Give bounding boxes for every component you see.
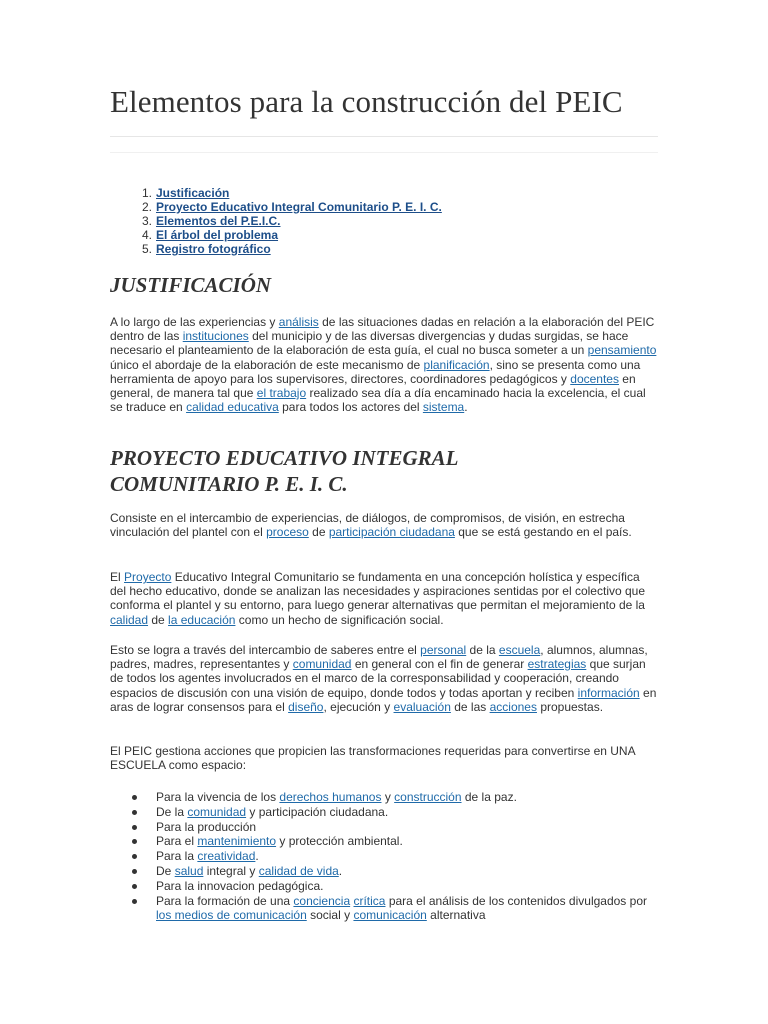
link[interactable]: evaluación xyxy=(393,699,451,714)
text: El PEIC gestiona acciones que propicien las transformaciones requeridas para convertirse en UNA ESCUELA como espacio: xyxy=(110,744,635,773)
text: para todos los actores del xyxy=(278,400,423,415)
bullet-icon xyxy=(132,795,137,800)
text: Educativo Integral Comunitario se fundamenta en una concepción holística y específica del hecho educativo, donde se analizan las necesidades y aspiraciones sentidas por el colectivo que conforma el plantel y su entorno, para luego generar alternativas que permitan el mejoramiento de la xyxy=(110,570,646,613)
link[interactable]: calidad xyxy=(110,612,149,627)
link[interactable]: calidad educativa xyxy=(186,400,279,415)
divider xyxy=(110,152,658,153)
bullet-icon xyxy=(132,899,137,904)
text: Para la innovacion pedagógica. xyxy=(156,878,324,893)
toc-item xyxy=(110,186,442,200)
text: , sino se presenta como una herramienta de apoyo para los supervisores, directores, coordinadores pedagógicos y xyxy=(110,357,641,386)
text: . xyxy=(464,400,468,415)
paragraph xyxy=(110,744,658,772)
link[interactable]: el trabajo xyxy=(256,386,307,401)
list-item xyxy=(110,894,658,924)
text: Para el xyxy=(156,834,198,849)
link[interactable]: comunicación xyxy=(353,908,427,923)
link[interactable]: instituciones xyxy=(182,329,249,344)
text: alternativa xyxy=(426,908,486,923)
link[interactable]: conciencia xyxy=(293,893,351,908)
text: propuestas. xyxy=(536,699,604,714)
text: en general con el fin de generar xyxy=(351,657,528,672)
section-heading-justificacion: JUSTIFICACIÓN xyxy=(110,273,272,297)
link[interactable]: acciones xyxy=(489,699,537,714)
toc-link-justificacion[interactable]: Justificación xyxy=(156,186,230,200)
link[interactable]: pensamiento xyxy=(587,343,657,358)
bullet-icon xyxy=(132,854,137,859)
heading-line: COMUNITARIO P. E. I. C. xyxy=(110,472,348,496)
link[interactable]: derechos humanos xyxy=(279,790,382,804)
page-title: Elementos para la construcción del PEIC xyxy=(110,84,623,119)
link[interactable]: participación ciudadana xyxy=(328,525,455,540)
toc-number: 5. xyxy=(141,242,152,256)
link[interactable]: planificación xyxy=(423,357,490,372)
link[interactable]: estrategias xyxy=(527,657,587,672)
list-item xyxy=(110,849,658,864)
bullet-icon xyxy=(132,810,137,815)
text: de xyxy=(148,612,169,627)
link[interactable]: salud xyxy=(174,863,204,878)
text: que se está gestando en el país. xyxy=(454,525,632,540)
text: , alumnos, alumnas, padres, madres, representantes y xyxy=(110,643,648,672)
link[interactable]: personal xyxy=(420,643,467,657)
list-item xyxy=(110,864,658,879)
text: Para la xyxy=(156,849,198,864)
text: de las situaciones dadas en relación a la elaboración del PEIC dentro de las xyxy=(110,315,655,344)
paragraph xyxy=(110,511,658,539)
text: que surjan de todos los agentes involucrados en el marco de la corresponsabilidad y cooperación, creando espacios de discusión con una visión de equipo, donde todos y todas aportan y reciben xyxy=(110,657,646,700)
text: de la xyxy=(466,643,499,657)
text: . xyxy=(338,863,343,878)
text: Consiste en el intercambio de experiencias, de diálogos, de compromisos, de visión, en estrecha vinculación del plantel con el xyxy=(110,511,625,540)
toc-item xyxy=(110,228,442,242)
text: del municipio y de las diversas divergencias y dudas surgidas, se hace necesario el planteamiento de la elaboración de esta guía, el cual no busca someter a un xyxy=(110,329,629,358)
text: en general, de manera tal que xyxy=(110,371,636,401)
text: de la paz. xyxy=(461,790,517,804)
bullet-icon xyxy=(132,884,137,889)
text: A lo largo de las experiencias y xyxy=(110,315,279,329)
toc-number: 2. xyxy=(141,200,152,214)
text: realizado sea día a día encaminado hacia la excelencia, el cual se traduce en xyxy=(110,386,646,415)
paragraph xyxy=(110,570,658,627)
link[interactable]: comunidad xyxy=(292,657,352,672)
list-item xyxy=(110,820,658,835)
text: para el análisis de los contenidos divulgados por xyxy=(385,893,647,908)
text: Para la vivencia de los xyxy=(156,790,280,804)
list-item xyxy=(110,805,658,820)
toc-number: 1. xyxy=(141,186,152,200)
toc-number: 3. xyxy=(141,214,152,228)
text: , ejecución y xyxy=(323,699,394,714)
toc-link-registro[interactable]: Registro fotográfico xyxy=(156,242,271,256)
text: El xyxy=(110,570,125,584)
text: único el abordaje de la elaboración de este mecanismo de xyxy=(110,357,424,372)
toc-item xyxy=(110,242,442,256)
text: de las xyxy=(450,699,490,714)
paragraph xyxy=(110,315,658,414)
list-item xyxy=(110,790,658,805)
text: social y xyxy=(306,908,354,923)
link[interactable]: comunidad xyxy=(187,804,247,819)
text: y xyxy=(381,790,395,804)
toc-item xyxy=(110,214,442,228)
link[interactable]: análisis xyxy=(278,315,319,329)
table-of-contents xyxy=(110,186,442,256)
bullet-icon xyxy=(132,825,137,830)
link[interactable]: mantenimiento xyxy=(197,834,277,849)
bullet-icon xyxy=(132,839,137,844)
link[interactable]: la educación xyxy=(168,612,236,627)
text: como un hecho de significación social. xyxy=(235,612,444,627)
text: Para la producción xyxy=(156,819,257,834)
bullet-list xyxy=(110,790,658,923)
text: y protección ambiental. xyxy=(276,834,403,849)
link[interactable]: Proyecto xyxy=(124,570,172,584)
list-item xyxy=(110,879,658,894)
heading-line: PROYECTO EDUCATIVO INTEGRAL xyxy=(110,446,459,470)
text: y participación ciudadana. xyxy=(246,804,389,819)
toc-link-proyecto[interactable]: Proyecto Educativo Integral Comunitario P. E. I. C. xyxy=(156,200,442,214)
link[interactable]: diseño xyxy=(288,699,324,714)
divider xyxy=(110,136,658,137)
toc-link-arbol[interactable]: El árbol del problema xyxy=(156,228,279,242)
list-item xyxy=(110,834,658,849)
text: Esto se logra a través del intercambio de saberes entre el xyxy=(110,643,421,657)
text: Para la formación de una xyxy=(156,893,294,908)
link[interactable]: creatividad xyxy=(197,849,256,864)
link[interactable]: construcción xyxy=(394,790,462,804)
link[interactable]: escuela xyxy=(498,643,541,657)
toc-number: 4. xyxy=(141,228,152,242)
bullet-icon xyxy=(132,869,137,874)
link[interactable]: los medios de comunicación xyxy=(156,908,307,923)
link[interactable]: docentes xyxy=(570,371,619,386)
link[interactable]: proceso xyxy=(266,525,309,540)
text: De la xyxy=(156,804,188,819)
section-heading-proyecto xyxy=(110,445,459,497)
text: integral y xyxy=(203,863,259,878)
text: en aras de lograr consensos para el xyxy=(110,685,657,714)
link[interactable]: sistema xyxy=(422,400,465,415)
link[interactable]: calidad de vida xyxy=(258,863,339,878)
text: . xyxy=(255,849,259,864)
paragraph xyxy=(110,643,658,714)
toc-link-elementos[interactable]: Elementos del P.E.I.C. xyxy=(156,214,281,228)
text: de xyxy=(308,525,329,540)
link[interactable]: información xyxy=(577,685,640,700)
text: De xyxy=(156,863,175,878)
link[interactable]: crítica xyxy=(353,893,386,908)
toc-item xyxy=(110,200,442,214)
